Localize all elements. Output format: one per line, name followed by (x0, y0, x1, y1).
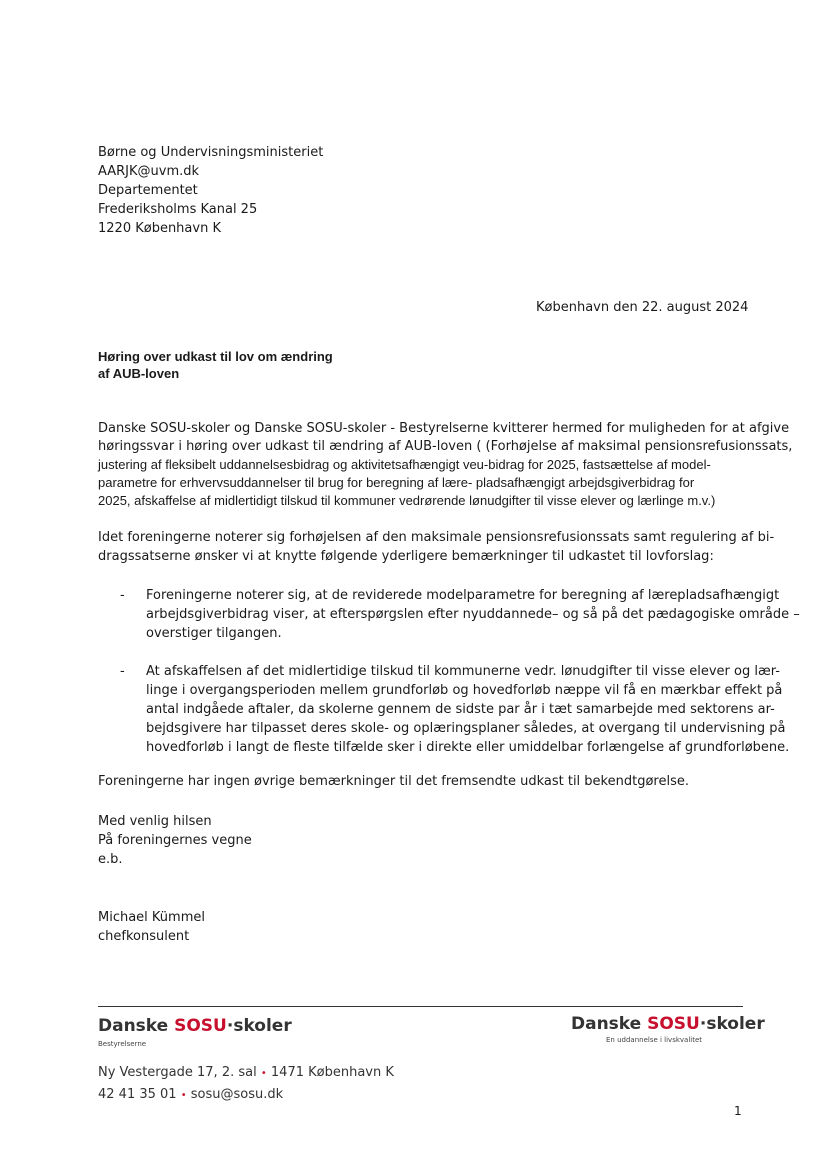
paragraph-line: høringssvar i høring over udkast til ændring af AUB-loven ( (Forhøjelse af maksimal pensionsrefusionssats, (98, 439, 793, 454)
separator-dot: • (260, 1068, 267, 1079)
logo-right-subtitle: En uddannelse i livskvalitet (606, 1036, 703, 1044)
address-city: 1471 København K (270, 1065, 394, 1080)
bullet-line: At afskaffelsen af det midlertidige tilskud til kommunerne vedr. lønudgifter til visse elever og lær- (146, 664, 780, 679)
bullet-line: linge i overgangsperioden mellem grundforløb og hovedforløb næppe vil få en mærkbar effekt på (146, 683, 783, 698)
bullet-line: Foreningerne noterer sig, at de reviderede modelparametre for beregning af lærepladsafhængigt (146, 588, 780, 603)
paragraph-line: Danske SOSU-skoler og Danske SOSU-skoler - Bestyrelserne kvitterer hermed for muligheden for at afgive (98, 421, 790, 436)
email-address[interactable]: sosu@sosu.dk (190, 1087, 284, 1102)
recipient-email: AARJK@uvm.dk (98, 164, 200, 179)
bullet-line: overstiger tilgangen. (146, 626, 282, 641)
logo-text: Danske (98, 1016, 175, 1036)
closing (98, 812, 252, 869)
footer-contact (98, 1062, 394, 1106)
paragraph-line: Idet foreningerne noterer sig forhøjelsen af den maksimale pensionsrefusionssats samt regulering af bi- (98, 530, 775, 545)
logo-dot: · (226, 1016, 234, 1036)
phone-number: 42 41 35 01 (98, 1087, 177, 1102)
signature (98, 908, 205, 946)
paragraph-line: justering af fleksibelt uddannelsesbidrag og aktivitetsafhængigt veu-bidrag for 2025, fastsættelse af model- (98, 457, 711, 472)
logo-text: Danske (571, 1014, 648, 1034)
paragraph-line: 2025, afskaffelse af midlertidigt tilskud til kommuner vedrørende lønudgifter til visse elever og lærlinge m.v.) (98, 493, 716, 508)
closing-line: Med venlig hilsen (98, 814, 212, 829)
letter-subject (98, 348, 333, 382)
logo-left-subtitle: Bestyrelserne (98, 1040, 147, 1048)
recipient-address (98, 143, 323, 238)
logo-text-accent: SOSU (647, 1014, 700, 1034)
separator-dot: • (180, 1090, 187, 1101)
footer-address (98, 1062, 394, 1084)
subject-line: af AUB-loven (98, 366, 180, 381)
paragraph-line: dragssatserne ønsker vi at knytte følgende yderligere bemærkninger til udkastet til lovforslag: (98, 549, 714, 564)
footer-phone-email (98, 1084, 394, 1106)
intro-paragraph (98, 420, 793, 510)
footer-divider (98, 1006, 743, 1007)
bullet-line: bejdsgivere har tilpasset deres skole- og oplæringsplaner således, at overgang til undervisning på (146, 721, 786, 736)
subject-line: Høring over udkast til lov om ændring (98, 349, 333, 364)
logo-text: skoler (233, 1016, 292, 1036)
page-number: 1 (734, 1104, 742, 1118)
recipient-line: 1220 København K (98, 221, 221, 236)
recipient-line: Frederiksholms Kanal 25 (98, 202, 258, 217)
bullet-line: antal indgåede aftaler, da skolerne gennem de sidste par år i tæt samarbejde med sektorens ar- (146, 702, 775, 717)
bullet-line: arbejdsgiverbidrag viser, at efterspørgslen efter nyuddannede– og så på det pædagogiske område – (146, 607, 800, 622)
bullet-dash: - (120, 588, 125, 603)
logo-text-accent: SOSU (174, 1016, 227, 1036)
signer-title: chefkonsulent (98, 929, 190, 944)
recipient-line: Departementet (98, 183, 198, 198)
logo-dot: · (699, 1014, 707, 1034)
closing-line: På foreningernes vegne (98, 833, 252, 848)
letter-date: København den 22. august 2024 (536, 300, 749, 315)
logo-left (98, 1016, 292, 1036)
closing-line: e.b. (98, 852, 123, 867)
logo-text: skoler (706, 1014, 765, 1034)
signer-name: Michael Kümmel (98, 910, 205, 925)
address-street: Ny Vestergade 17, 2. sal (98, 1065, 257, 1080)
paragraph-line: parametre for erhvervsuddannelser til brug for beregning af lære- pladsafhængigt arbejdsgiverbidrag for (98, 475, 695, 490)
third-paragraph: Foreningerne har ingen øvrige bemærkninger til det fremsendte udkast til bekendtgørelse. (98, 774, 689, 789)
bullet-line: hovedforløb i langt de fleste tilfælde sker i direkte eller umiddelbar forlængelse af grundforløbene. (146, 740, 790, 755)
logo-right (571, 1014, 765, 1034)
bullet-dash: - (120, 664, 125, 679)
second-paragraph (98, 528, 775, 566)
recipient-line: Børne og Undervisningsministeriet (98, 145, 324, 160)
